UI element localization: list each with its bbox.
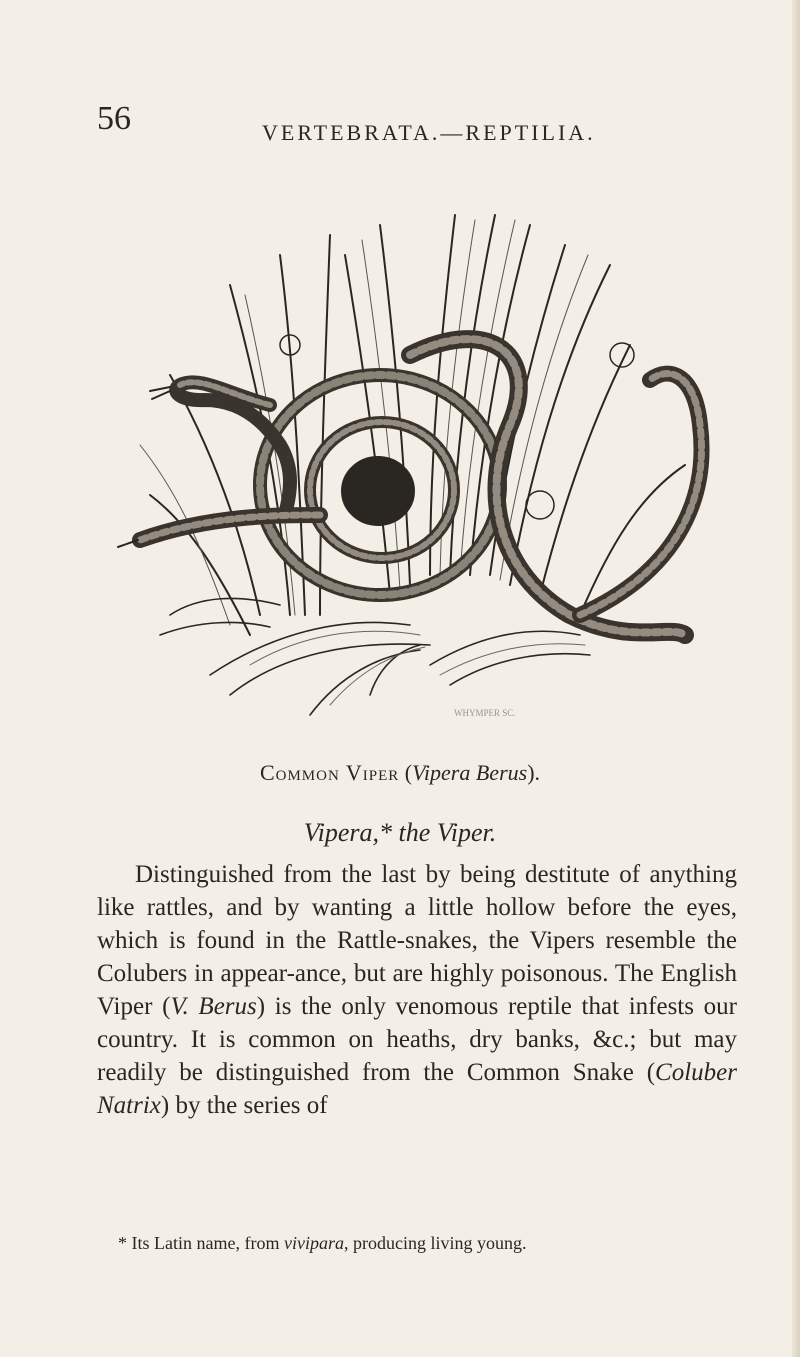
paragraph-text-3: ) by the series of [160, 1092, 328, 1119]
caption-open-paren: ( [399, 760, 413, 785]
viper-illustration [110, 195, 720, 735]
footnote-text-1: * Its Latin name, from [118, 1233, 284, 1253]
caption-common-name: Common Viper [259, 760, 400, 785]
engraver-signature: WHYMPER SC. [454, 708, 516, 718]
footnote [118, 1233, 718, 1254]
caption-latin-name: Vipera Berus [412, 760, 528, 785]
viper-engraving [110, 195, 720, 735]
latin-term-v-berus: V. Berus [170, 993, 257, 1020]
paragraph-text-2: ) is the only venomous reptile that infests our country. It is common on heaths, dry banks, &c.; but may readily be distinguished from the Common Snake ( [97, 993, 738, 1086]
body-paragraph [97, 858, 737, 1122]
page-header [0, 100, 800, 160]
caption-close-paren: ). [527, 760, 541, 785]
footnote-text-2: , producing living young. [343, 1233, 527, 1253]
section-title: Vipera,* the Viper. [303, 818, 497, 847]
latin-term-coluber-natrix: Coluber Natrix [97, 1059, 737, 1119]
page-number: 56 [97, 100, 131, 137]
figure-caption [0, 760, 800, 786]
page-edge [792, 0, 800, 1357]
paragraph-text-1: Distinguished from the last by being destitute of anything like rattles, and by wanting a little hollow before the eyes, which is found in the Rattle-snakes, the Vipers resemble the Colubers in appear-ance, but are highly poisonous. The English Viper ( [97, 861, 737, 1020]
running-head: VERTEBRATA.—REPTILIA. [262, 120, 596, 145]
footnote-latin: vivipara [283, 1233, 344, 1253]
